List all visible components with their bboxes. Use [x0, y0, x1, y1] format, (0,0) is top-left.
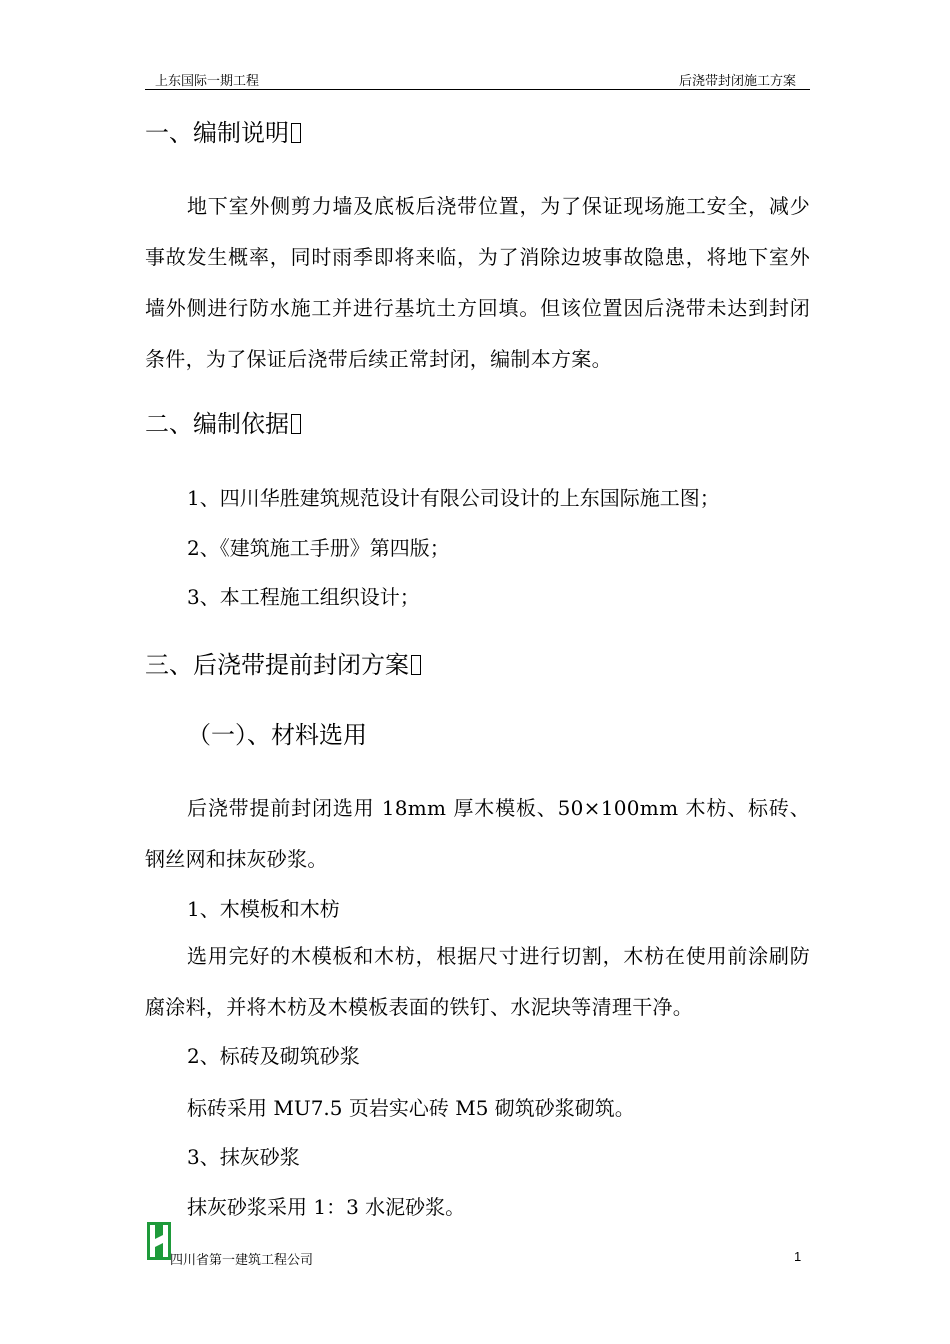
material-2-text: 标砖采用 MU7.5 页岩实心砖 M5 砌筑砂浆砌筑。 — [187, 1096, 635, 1120]
section-1-title: 一、编制说明 — [145, 119, 289, 147]
company-logo-icon — [147, 1222, 171, 1260]
section-1-paragraph: 地下室外侧剪力墙及底板后浇带位置，为了保证现场施工安全，减少事故发生概率，同时雨季即将来临，为了消除边坡事故隐患，将地下室外墙外侧进行防水施工并进行基坑土方回填。但该位置因后浇带未达到封闭条件，为了保证后浇带后续正常封闭，编制本方案。 — [145, 194, 810, 371]
reference-item-1: 1、四川华胜建筑规范设计有限公司设计的上东国际施工图； — [187, 486, 720, 510]
footer-company-name: 四川省第一建筑工程公司 — [170, 1253, 314, 1268]
material-2-title: 2、标砖及砌筑砂浆 — [187, 1044, 360, 1068]
material-3-text: 抹灰砂浆采用 1：3 水泥砂浆。 — [187, 1195, 466, 1219]
reference-item-3: 3、本工程施工组织设计； — [187, 585, 420, 609]
page-header — [145, 70, 810, 88]
material-3-title: 3、抹灰砂浆 — [187, 1145, 300, 1169]
header-doc-title: 后浇带封闭施工方案 — [678, 74, 796, 89]
material-1-text: 选用完好的木模板和木枋，根据尺寸进行切割，木枋在使用前涂刷防腐涂料，并将木枋及木模板表面的铁钉、水泥块等清理干净。 — [145, 944, 810, 1019]
placeholder-glyph-icon — [411, 655, 421, 675]
section-3-heading — [145, 650, 421, 680]
section-2-title: 二、编制依据 — [145, 410, 289, 438]
header-divider — [145, 89, 810, 90]
section-2-heading — [145, 409, 301, 439]
section-3-title: 三、后浇带提前封闭方案 — [145, 651, 409, 679]
page-number: 1 — [794, 1249, 802, 1264]
placeholder-glyph-icon — [291, 414, 301, 434]
materials-intro-paragraph: 后浇带提前封闭选用 18mm 厚木模板、50×100mm 木枋、标砖、钢丝网和抹灰砂浆。 — [145, 796, 810, 871]
section-1-heading — [145, 118, 301, 148]
placeholder-glyph-icon — [291, 123, 301, 143]
header-project-name: 上东国际一期工程 — [155, 74, 260, 89]
reference-item-2: 2、《建筑施工手册》第四版； — [187, 536, 450, 560]
section-3-subheading: （一）、材料选用 — [187, 721, 367, 749]
material-1-title: 1、木模板和木枋 — [187, 897, 340, 921]
